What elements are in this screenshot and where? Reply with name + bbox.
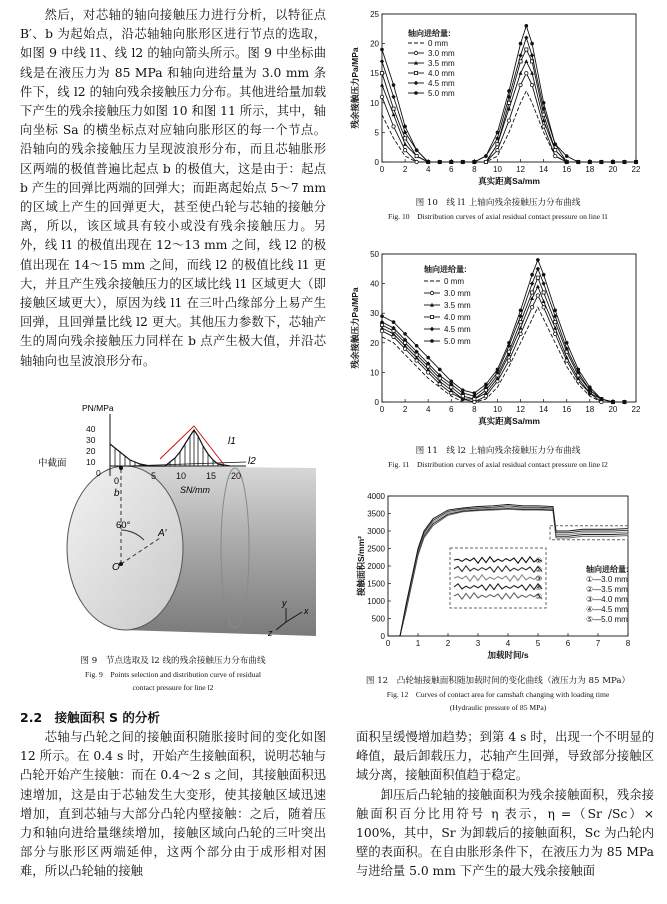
data-point [530,273,534,277]
legend-entry: 5.0 mm [444,337,471,346]
chart-fig10 [342,6,654,188]
legend-marker [430,291,433,294]
data-point [530,42,534,46]
data-point [403,148,406,151]
figure-9 [20,398,326,650]
data-point [484,160,487,163]
x-tick-label: 14 [539,165,549,174]
data-point [403,137,406,140]
legend-entry: 0 mm [428,39,448,48]
l2-label: l2 [248,456,256,467]
data-point [530,71,534,75]
data-point [380,95,383,98]
y-tick-label: 500 [371,614,385,624]
series-2 [380,59,638,163]
data-point [380,314,384,318]
legend-entry: ⑤—5.0 mm [586,615,628,624]
x-tick-label: 6 [449,165,454,174]
y-tick-label: 1500 [367,579,385,589]
x-tick-label: 4 [425,165,431,174]
chart-fig11 [342,244,654,436]
y-axis-label: 残余接触压力Pa/MPa [350,47,360,129]
data-point [576,368,580,372]
legend-entry: 4.0 mm [444,313,471,322]
inset-series-marker: ② [535,565,542,574]
data-point [507,341,511,345]
data-point [536,258,540,262]
x-tick-label: 12 [516,405,525,414]
y-tick-label: 20 [370,338,379,348]
svg-text:x: x [304,606,309,616]
section-title: 2.2 接触面积 S 的分析 [20,710,160,725]
zero-label: 0 [114,476,120,486]
y-tick-label: 0 [380,632,385,641]
series-4 [380,267,627,405]
data-point [525,48,528,51]
legend-title: 轴向进给量: [408,29,451,38]
data-point [536,276,539,279]
y-axis-label: 残余接触压力Pa/MPa [350,287,360,369]
pressure-curve [110,430,230,466]
svg-text:5: 5 [151,471,157,481]
data-point [554,149,557,152]
series-line [382,295,624,402]
data-point [530,53,534,57]
data-point [634,160,638,164]
legend-marker [414,71,417,74]
x-tick-label: 10 [493,405,502,414]
x-tick-label: 2 [402,165,408,174]
figure-9-caption: 图 9 节点选取及 l2 线的残余接触压力分布曲线 Fig. 9 Points selection and distribution curve of residual contact pressure for line l2 [80,656,266,692]
legend-marker [430,315,433,318]
series-line [382,38,636,162]
x-tick-label: 6 [449,405,454,414]
data-point [507,89,511,93]
x-tick-label: 16 [562,165,572,174]
x-tick-label: 12 [516,165,525,174]
data-point [426,356,430,360]
data-point [565,154,569,158]
x-tick-label: 4 [425,405,431,414]
data-point [576,160,580,164]
data-point [507,359,510,362]
data-point [553,332,556,335]
inset-series-marker: ④ [535,583,542,592]
data-point [496,143,499,146]
svg-text:z: z [268,628,273,638]
data-point [530,306,533,309]
data-point [473,391,477,395]
data-point [536,294,539,297]
x-tick-label: 18 [585,405,595,414]
l1-label: l1 [228,436,236,447]
sn-axis-label: SN/mm [180,485,210,495]
paragraph-4: 卸压后凸轮轴的接触面积为残余接触面积，残余接触面积百分比用符号 η 表示，η =（Sr /Sc）× 100%，其中，Sr 为卸载后的接触面积，Sc 为凸轮内壁的表面积。在自由胀形条件下，在液压力为 85 MPa与进给量 5.0 mm 下产生的最大残余接触面 [356,787,654,879]
data-point [484,382,488,386]
data-point [542,273,546,277]
data-point [507,350,510,353]
x-tick-label: 10 [493,165,502,174]
y-tick-label: 40 [370,279,379,289]
y-tick-label: 20 [370,39,379,49]
chart-fig12 [342,486,654,670]
legend-marker [414,81,418,85]
legend-entry: 4.5 mm [428,79,455,88]
y-tick-label: 15 [370,69,379,79]
data-point [600,160,604,164]
plot-frame [382,254,636,402]
legend-marker [430,327,434,331]
legend-entry: ④—4.5 mm [586,605,628,614]
data-point [519,308,523,312]
figure-12-caption: 图 12 凸轮轴接触面积随加载时间的变化曲线（液压力为 85 MPa） Fig. 12 Curves of contact area for camshaft changing with loading time (Hydraulic pressure of 85 MPa) [365,676,631,712]
series-line [382,278,624,402]
inset-series-marker: ③ [535,574,542,583]
a-prime-label: A′ [158,528,167,539]
data-point [518,53,522,57]
data-point [588,385,592,389]
data-point [415,148,419,152]
legend-entry: 3.0 mm [444,289,471,298]
y-tick-label: 2500 [367,544,385,554]
x-tick-label: 6 [565,639,571,648]
legend-entry: 3.0 mm [428,49,455,58]
x-tick-label: 0 [379,405,385,414]
x-axis-label: 真实距离Sa/mm [478,416,540,426]
x-axis-label: 加载时间/s [487,650,529,660]
o-label: O [112,562,120,573]
data-point [473,160,477,164]
data-point [449,379,453,383]
data-point [623,400,627,404]
y-tick-label: 2000 [367,562,385,571]
data-point [403,142,407,146]
paragraph-1: 然后，对芯轴的轴向接触压力进行分析，以特征点 B′、b 为起始点，沿芯轴轴向胀形区进行节点的选取，如图 9 中线 l1、线 l2 的轴向箭头所示。图 9 中坐标曲线是在液压力为 85 MPa 和轴向进给量为 3.0 mm 条件下，线 l2 的轴向残余接触压力分布。其他进给量加载下产生的残余接触压力如图 10 和图 11 所示，其中，轴向坐标 Sa 的横坐标点对应轴向胀形区的每一个节点。沿轴向的残余接触压力呈现波浪形分布，而且芯轴胀形区两端的极值普遍比起点 b 的极值大，这是由于：起点 b 产生的回弹比两端的回弹大；而距离起始点 5～7 mm 的区域上产生的回弹更大，甚至使凸轮与芯轴的接触分离，所以，该区域具有较小或没有残余接触压力。另外，线 l1 的极值出现在 12～13 mm 之间，线 l2 的极值出现在 14～15 mm 之间，而线 l2 的极值比线 l1 更大，并且产生残余接触压力的区域比线 l1 区域更大（即接触区域更大），原因为线 l1 在三叶凸缘部分上易产生回弹，且回弹量比线 l2 更大。其他压力参数下，芯轴产生的周向残余接触压力同样在 b 点产生极大值，并沿芯轴轴向也呈波浪形分布。 [20,8,326,368]
x-tick-label: 22 [631,405,641,414]
data-point [403,125,407,129]
legend-entry: ②—3.5 mm [586,585,628,594]
data-point [530,291,533,294]
legend-entry: 4.0 mm [428,69,455,78]
data-point [530,281,534,285]
legend-entry: ③—4.0 mm [586,595,628,604]
series-3 [380,48,637,164]
svg-text:0: 0 [96,468,101,478]
data-point [611,400,615,404]
data-point [392,320,396,324]
y-tick-label: 3000 [367,527,385,536]
data-point [484,154,488,158]
data-point [392,107,395,110]
series-line [382,73,636,162]
svg-text:10: 10 [86,457,96,467]
data-point [525,72,528,75]
x-tick-label: 14 [539,405,549,414]
data-point [525,24,529,28]
series-4 [380,35,638,164]
data-point [519,83,522,86]
data-point [600,397,604,401]
y-tick-label: 10 [370,368,379,378]
data-point [588,160,592,164]
mid-section-label: 中截面 [38,458,67,469]
data-point [542,299,546,303]
y-tick-label: 30 [370,309,379,319]
x-tick-label: 8 [472,405,477,414]
data-point [461,388,465,392]
data-point [519,71,523,75]
figure-10-caption: 图 10 线 l1 上轴向残余接触压力分布曲线 Fig. 10 Distribution curves of axial residual contact pressure on line l1 [388,198,608,221]
data-point [380,72,383,75]
data-point [461,160,465,164]
y-tick-label: 0 [374,398,379,407]
svg-text:20: 20 [231,471,242,481]
data-point [565,341,569,345]
b-label: b [114,488,120,499]
x-tick-label: 0 [379,165,385,174]
data-point [380,48,384,52]
legend-marker [414,51,417,54]
inset-series-marker: ⑤ [535,592,542,601]
data-point [415,154,418,157]
x-tick-label: 8 [472,165,477,174]
paragraph-2: 芯轴与凸轮之间的接触面积随胀接时间的变化如图 12 所示。在 0.4 s 时，开始产生接触面积，说明芯轴与凸轮开始产生接触：而在 0.4～2 s 之间，其接触面积迅速增加，这是由于芯轴发生大变形，使其接触区域迅速增加，直到芯轴与大部分凸轮内壁接触：之后，随着压力和轴向进给量继续增加，接触区域向凸轮的三叶突出部分与胀形区两端延伸，这两个部分由于成形相对困难，所以凸轮轴的接触 [20,730,326,879]
series-5 [380,24,638,164]
data-point [554,320,557,323]
data-point [553,154,556,157]
x-tick-label: 2 [445,639,451,648]
right-text [356,728,654,882]
figure-9-drawing [20,398,326,650]
data-point [536,284,540,288]
svg-text:20: 20 [86,446,96,456]
chart-fig10-svg [342,6,654,188]
data-point [484,394,487,397]
y-tick-label: 5 [374,128,379,138]
svg-text:10: 10 [176,471,187,481]
y-tick-label: 4000 [367,492,385,501]
legend [408,28,455,98]
data-point [450,391,453,394]
data-point [542,101,546,105]
y-tick-label: 50 [370,250,379,259]
x-tick-label: 18 [585,165,595,174]
data-point [380,83,384,87]
data-point [496,368,500,372]
data-point [553,142,557,146]
y-tick-label: 25 [370,10,379,19]
legend-marker [430,339,434,343]
legend-title: 轴向进给量: [586,565,629,574]
data-point [496,148,499,151]
data-point [380,329,383,332]
data-point [438,383,441,386]
data-point [611,160,615,164]
legend [586,564,629,624]
data-point [438,160,442,164]
pn-axis-label: PN/MPa [82,403,114,413]
series-5 [380,258,626,404]
series-line [382,26,636,162]
data-point [542,125,545,128]
legend-title: 轴向进给量: [424,265,467,274]
data-point [426,160,430,164]
series-line [382,269,624,402]
data-point [496,131,500,135]
data-point [391,95,395,99]
figure-11-caption: 图 11 线 l2 上轴向残余接触压力分布曲线 Fig. 11 Distribution curves of axial residual contact pressure on line l2 [388,446,608,469]
x-tick-label: 22 [631,165,641,174]
legend [424,264,471,346]
legend-entry: ①—3.0 mm [586,575,628,584]
series-3 [380,276,626,404]
data-point [415,160,418,163]
x-tick-label: 7 [595,639,601,648]
data-point [438,368,442,372]
y-tick-label: 3500 [367,509,385,519]
data-point [536,267,540,271]
data-point [553,308,557,312]
x-tick-label: 4 [505,639,511,648]
y-axis-label: 接触面积S/mm² [356,536,366,596]
data-point [392,125,395,128]
left-column [20,6,326,371]
x-tick-label: 8 [625,639,631,648]
x-tick-label: 0 [385,639,391,648]
data-point [449,160,453,164]
series-line [382,260,624,402]
data-point [380,59,384,63]
x-tick-label: 3 [475,639,481,648]
data-point [392,83,396,87]
legend-entry: 5.0 mm [428,89,455,98]
data-point [542,306,545,309]
data-point [415,344,419,348]
data-point [519,42,523,46]
x-tick-label: 5 [535,639,541,648]
legend-entry: 3.5 mm [428,59,455,68]
y-tick-label: 0 [374,158,379,167]
legend-entry: 0 mm [444,277,464,286]
data-point [623,160,627,164]
x-tick-label: 16 [562,405,572,414]
svg-text:40: 40 [86,424,96,434]
chart-fig11-svg [342,244,654,436]
data-point [542,291,545,294]
svg-text:y: y [282,598,287,608]
chart-fig12-svg [342,486,654,670]
inset-series-marker: ① [535,556,542,565]
y-tick-label: 10 [370,98,379,108]
y-tick-label: 1000 [367,597,385,606]
legend-marker [414,91,418,95]
x-tick-label: 20 [608,405,618,414]
data-point [519,332,522,335]
data-point [524,59,528,63]
svg-text:30: 30 [86,435,96,445]
series-line [382,50,636,162]
fig9-y-ticks [86,424,101,478]
series-1 [380,72,637,164]
angle-label: 60° [116,520,131,531]
series-line [382,61,636,162]
legend-entry: 3.5 mm [444,301,471,310]
data-point [541,281,545,285]
x-axis-label: 真实距离Sa/mm [478,176,540,186]
x-tick-label: 1 [415,639,421,648]
data-point [530,83,533,86]
legend-entry: 4.5 mm [444,325,471,334]
data-point [507,119,510,122]
paragraph-3: 面积呈缓慢增加趋势；到第 4 s 时，出现一个不明显的峰值，最后卸载压力，芯轴产生回弹，导致部分接触区域分离，接触面积值趋于稳定。 [356,730,654,783]
data-point [403,332,407,336]
section-2-2 [20,708,326,882]
x-tick-label: 20 [608,165,618,174]
cam-section-face [67,466,183,630]
svg-text:15: 15 [206,471,217,481]
data-point [524,35,528,39]
x-tick-label: 2 [402,405,408,414]
data-point [519,320,522,323]
